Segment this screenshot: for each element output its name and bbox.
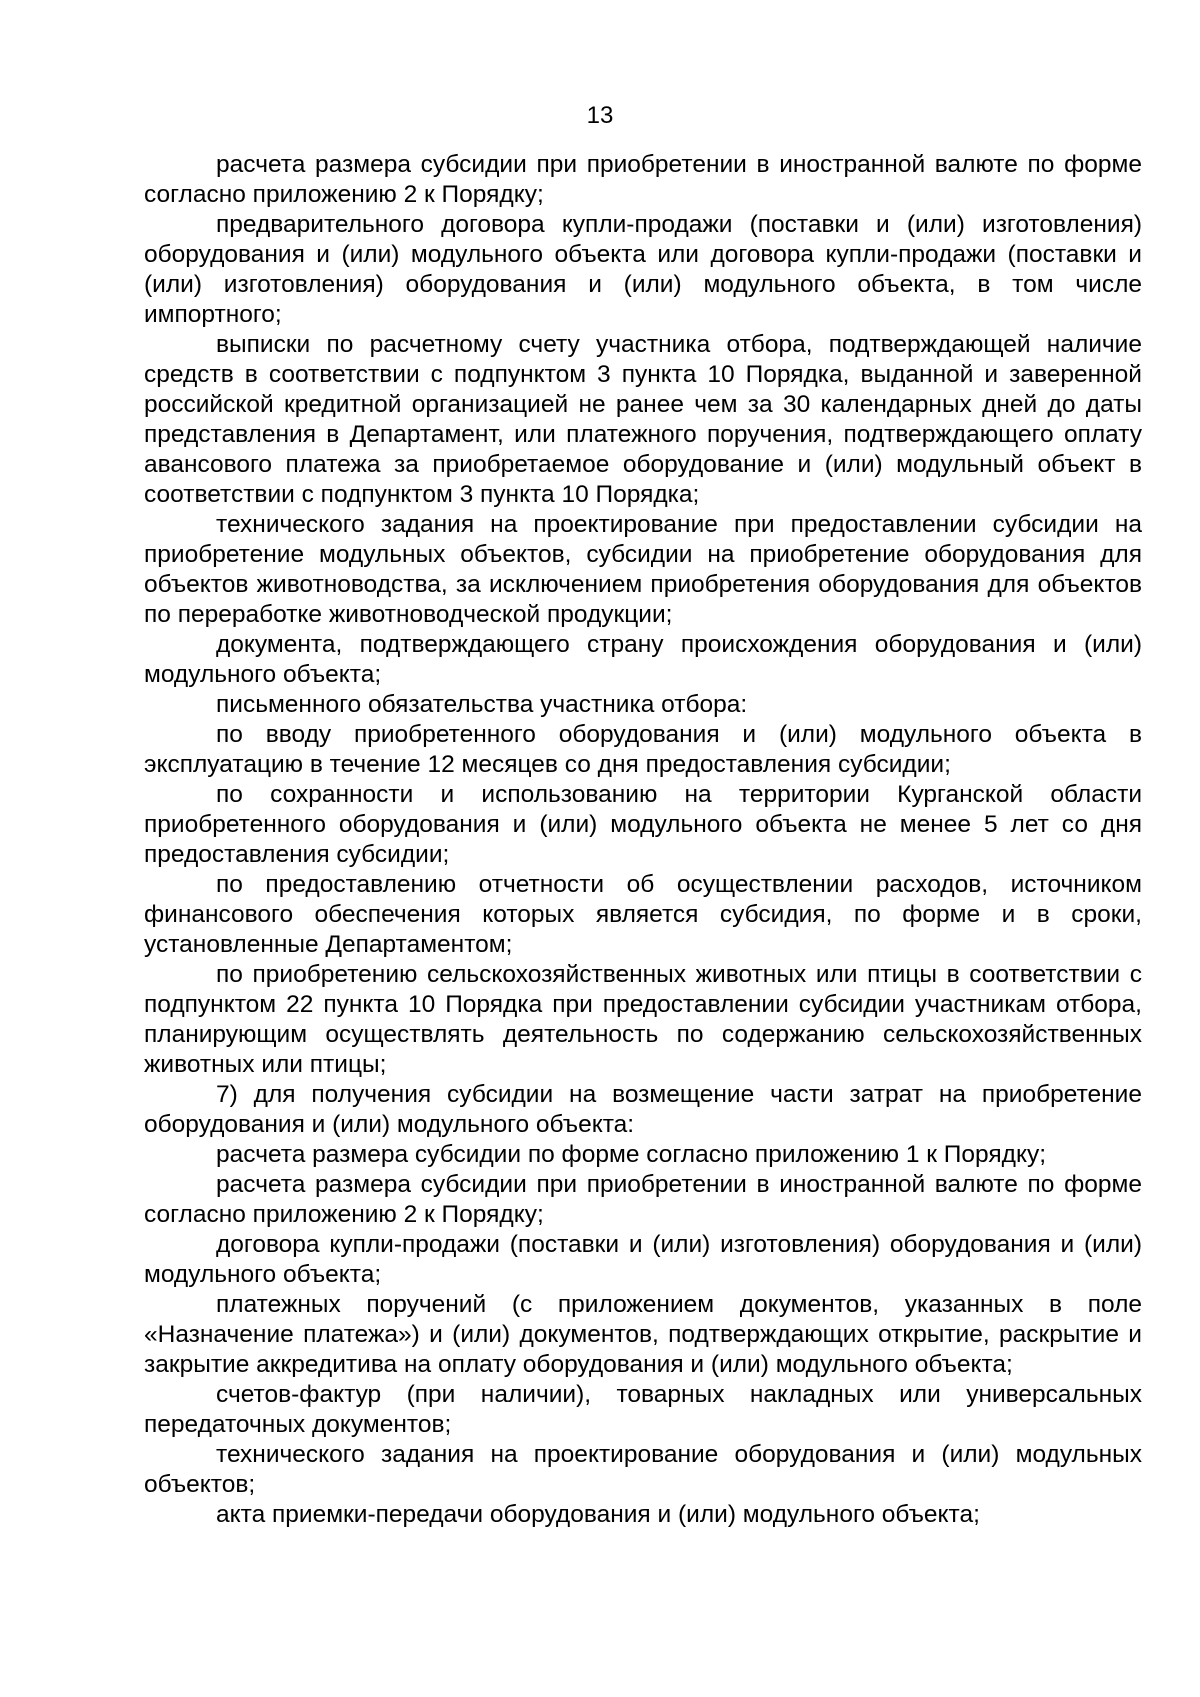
document-body [144,150,1142,1530]
paragraph: 7) для получения субсидии на возмещение части затрат на приобретение оборудования и (или) модульного объекта: [144,1081,1142,1138]
paragraph: акта приемки-передачи оборудования и (или) модульного объекта; [216,1501,980,1528]
paragraph: договора купли-продажи (поставки и (или) изготовления) оборудования и (или) модульного объекта; [144,1231,1142,1288]
paragraph: технического задания на проектирование при предоставлении субсидии на приобретение модульных объектов, субсидии на приобретение оборудования для объектов животноводства, за исключением приобретения оборудования для объектов по переработке животноводческой продукции; [144,511,1142,628]
paragraph: счетов-фактур (при наличии), товарных накладных или универсальных передаточных документов; [144,1381,1142,1438]
paragraph: платежных поручений (с приложением документов, указанных в поле «Назначение платежа») и (или) документов, подтверждающих открытие, раскрытие и закрытие аккредитива на оплату оборудования и (или) модульного объекта; [144,1291,1142,1378]
paragraph: документа, подтверждающего страну происхождения оборудования и (или) модульного объекта; [144,631,1142,688]
paragraph: по предоставлению отчетности об осуществлении расходов, источником финансового обеспечения которых является субсидия, по форме и в сроки, установленные Департаментом; [144,871,1142,958]
paragraph: письменного обязательства участника отбора: [216,691,748,718]
paragraph: по приобретению сельскохозяйственных животных или птицы в соответствии с подпунктом 22 пункта 10 Порядка при предоставлении субсидии участникам отбора, планирующим осуществлять деятельность по содержанию сельскохозяйственных животных или птицы; [144,961,1142,1078]
paragraph: предварительного договора купли-продажи (поставки и (или) изготовления) оборудования и (или) модульного объекта или договора купли-продажи (поставки и (или) изготовления) оборудования и (или) модульного объекта, в том числе импортного; [144,211,1142,328]
paragraph: расчета размера субсидии по форме согласно приложению 1 к Порядку; [216,1141,1046,1168]
paragraph: расчета размера субсидии при приобретении в иностранной валюте по форме согласно приложению 2 к Порядку; [144,1171,1142,1228]
paragraph: выписки по расчетному счету участника отбора, подтверждающей наличие средств в соответствии с подпунктом 3 пункта 10 Порядка, выданной и заверенной российской кредитной организацией не ранее чем за 30 календарных дней до даты представления в Департамент, или платежного поручения, подтверждающего оплату авансового платежа за приобретаемое оборудование и (или) модульный объект в соответствии с подпунктом 3 пункта 10 Порядка; [144,331,1142,508]
paragraph: по сохранности и использованию на территории Курганской области приобретенного оборудования и (или) модульного объекта не менее 5 лет со дня предоставления субсидии; [144,781,1142,868]
paragraph: технического задания на проектирование оборудования и (или) модульных объектов; [144,1441,1142,1498]
page-number: 13 [586,102,614,129]
paragraph: расчета размера субсидии при приобретении в иностранной валюте по форме согласно приложению 2 к Порядку; [144,151,1142,208]
paragraph: по вводу приобретенного оборудования и (или) модульного объекта в эксплуатацию в течение 12 месяцев со дня предоставления субсидии; [144,721,1142,778]
